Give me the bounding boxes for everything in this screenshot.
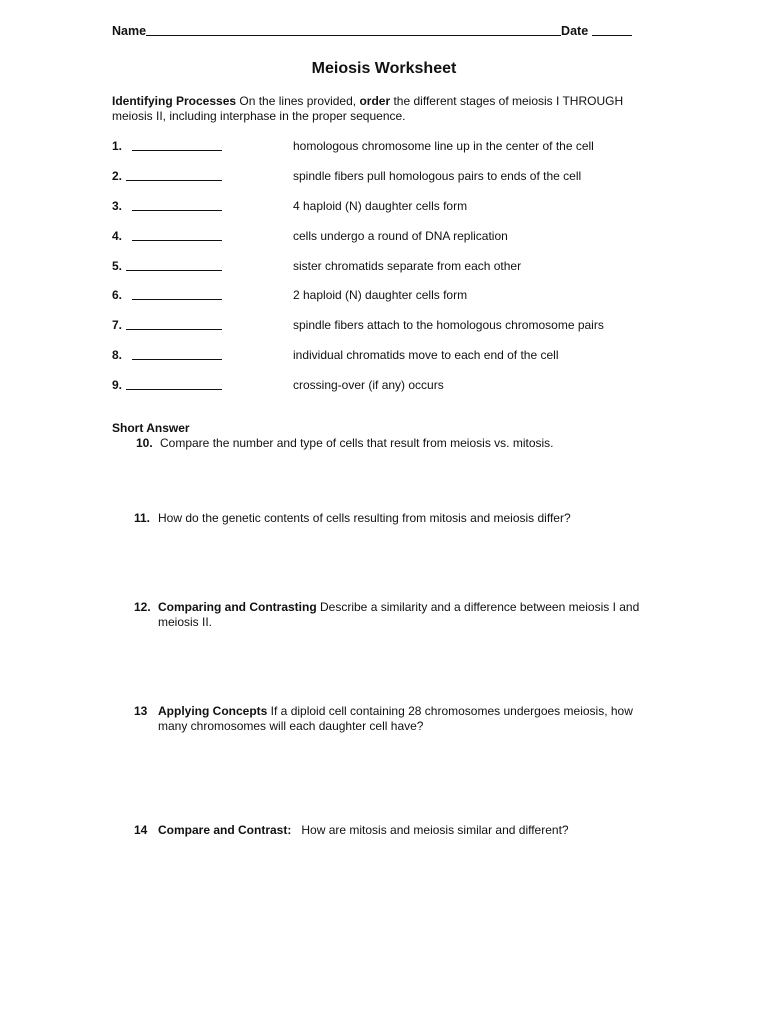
intro-emphasis: order <box>359 94 391 108</box>
question-label: Applying Concepts <box>158 704 268 718</box>
date-blank[interactable] <box>592 23 632 36</box>
question-text <box>158 511 664 526</box>
stage-answer-blank[interactable] <box>132 150 222 151</box>
question-14 <box>134 823 664 838</box>
question-10 <box>136 436 666 451</box>
stage-number: 1. <box>112 139 123 153</box>
question-text <box>160 436 666 451</box>
stage-description: 4 haploid (N) daughter cells form <box>293 199 468 213</box>
question-body: How do the genetic contents of cells resulting from mitosis and meiosis differ? <box>158 511 571 525</box>
stage-answer-blank[interactable] <box>126 329 222 330</box>
short-answer-heading: Short Answer <box>112 421 190 435</box>
question-body: If a diploid cell containing 28 chromosomes undergoes meiosis, how many chromosomes will each daughter cell have? <box>158 704 633 733</box>
question-13 <box>134 704 664 734</box>
stage-number: 8. <box>112 348 123 362</box>
name-blank[interactable] <box>146 23 561 36</box>
question-label: Compare and Contrast: <box>158 823 292 837</box>
question-body: How are mitosis and meiosis similar and different? <box>291 823 569 837</box>
stage-description: 2 haploid (N) daughter cells form <box>293 288 468 302</box>
stage-row-8 <box>112 347 672 363</box>
stage-row-4 <box>112 228 672 244</box>
stage-answer-blank[interactable] <box>132 210 222 211</box>
stage-description: sister chromatids separate from each other <box>293 259 522 273</box>
question-12 <box>134 600 644 630</box>
question-number: 10. <box>136 436 153 450</box>
stage-row-1 <box>112 138 672 154</box>
stage-row-3 <box>112 198 672 214</box>
intro-paragraph <box>112 94 667 124</box>
stage-description: homologous chromosome line up in the center of the cell <box>293 139 594 153</box>
stage-row-9 <box>112 377 672 393</box>
stage-row-7 <box>112 317 672 333</box>
stage-number: 7. <box>112 318 123 332</box>
stage-description: individual chromatids move to each end of the cell <box>293 348 559 362</box>
stage-description: crossing-over (if any) occurs <box>293 378 444 392</box>
stage-answer-blank[interactable] <box>132 240 222 241</box>
question-number: 11. <box>134 511 151 525</box>
page-title-text: Meiosis Worksheet <box>311 60 457 77</box>
header-line <box>112 22 642 38</box>
stage-row-5 <box>112 258 672 274</box>
stage-number: 5. <box>112 259 123 273</box>
intro-heading: Identifying Processes <box>112 94 237 108</box>
stage-description: cells undergo a round of DNA replication <box>293 229 508 243</box>
question-number: 12. <box>134 600 151 614</box>
date-label: Date <box>561 24 589 38</box>
question-label: Comparing and Contrasting <box>158 600 317 614</box>
page-title <box>0 60 768 78</box>
stage-description: spindle fibers attach to the homologous chromosome pairs <box>293 318 604 332</box>
stage-description: spindle fibers pull homologous pairs to ends of the cell <box>293 169 582 183</box>
stage-answer-blank[interactable] <box>126 270 222 271</box>
stage-row-6 <box>112 287 672 303</box>
question-number: 13 <box>134 704 148 718</box>
stage-row-2 <box>112 168 672 184</box>
stage-number: 4. <box>112 229 123 243</box>
question-text <box>158 704 664 734</box>
intro-text-after: the different stages of meiosis I THROUGH meiosis II, including interphase in the proper sequence. <box>112 94 624 123</box>
question-number: 14 <box>134 823 148 837</box>
question-text <box>158 823 664 838</box>
stage-answer-blank[interactable] <box>126 180 222 181</box>
question-body: Compare the number and type of cells that result from meiosis vs. mitosis. <box>160 436 554 450</box>
name-label: Name <box>112 24 147 38</box>
stage-number: 2. <box>112 169 123 183</box>
question-body: Describe a similarity and a difference between meiosis I and meiosis II. <box>158 600 640 629</box>
stage-answer-blank[interactable] <box>132 299 222 300</box>
stage-number: 9. <box>112 378 123 392</box>
stage-number: 3. <box>112 199 123 213</box>
stage-number: 6. <box>112 288 123 302</box>
question-text <box>158 600 644 630</box>
stage-answer-blank[interactable] <box>132 359 222 360</box>
question-11 <box>134 511 664 526</box>
stage-answer-blank[interactable] <box>126 389 222 390</box>
intro-text-before: On the lines provided, <box>236 94 360 108</box>
